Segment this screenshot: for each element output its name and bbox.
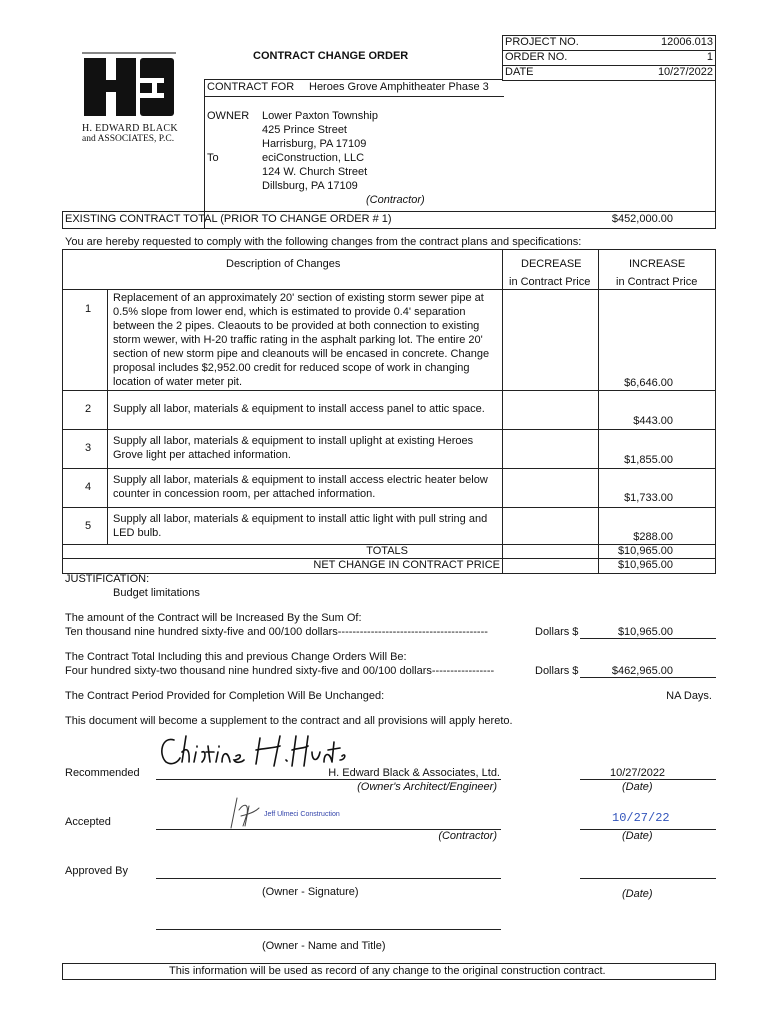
to-label: To: [207, 152, 219, 164]
contractor-role: (Contractor): [366, 194, 425, 206]
contract-for-label: CONTRACT FOR: [207, 81, 295, 93]
row-number: 3: [85, 442, 92, 454]
change-description: Supply all labor, materials & equipment to install attic light with pull string and LED bulb.: [113, 513, 488, 539]
footer-text: This information will be used as record of any change to the original construction contract.: [169, 965, 606, 977]
existing-total-label: EXISTING CONTRACT TOTAL (PRIOR TO CHANGE ORDER # 1): [65, 213, 392, 225]
approved-date-label: (Date): [622, 888, 653, 900]
total-incl-dollars-label: Dollars $: [535, 665, 579, 677]
increase-amount: $1,733.00: [624, 492, 673, 504]
document-title: CONTRACT CHANGE ORDER: [253, 50, 409, 62]
row-number: 4: [85, 481, 92, 493]
justification-label: JUSTIFICATION:: [65, 573, 150, 585]
owner-line: 425 Prince Street: [262, 124, 347, 136]
increase-amount: $443.00: [633, 415, 673, 427]
logo-line-2: and ASSOCIATES, P.C.: [82, 134, 175, 144]
totals-label: TOTALS: [366, 545, 408, 557]
order-no-label: ORDER NO.: [505, 51, 568, 63]
description-header: Description of Changes: [226, 258, 341, 270]
total-incl-line1: The Contract Total Including this and previous Change Orders Will Be:: [65, 651, 407, 663]
total-incl-amount: $462,965.00: [611, 665, 673, 677]
accepted-signature: [229, 796, 261, 830]
row-number: 2: [85, 403, 92, 415]
recommended-role: (Owner's Architect/Engineer): [357, 781, 497, 793]
request-text: You are hereby requested to comply with the following changes from the contract plans and specifications:: [65, 236, 582, 248]
totals-increase: $10,965.00: [617, 545, 673, 557]
increase-sum-amount: $10,965.00: [617, 626, 673, 638]
to-line: Dillsburg, PA 17109: [262, 180, 358, 192]
row-number: 1: [85, 303, 92, 315]
change-description: Supply all labor, materials & equipment to install access panel to attic space.: [113, 403, 485, 415]
recommended-label: Recommended: [65, 767, 140, 779]
increase-amount: $1,855.00: [624, 454, 673, 466]
logo-line-1: H. EDWARD BLACK: [82, 123, 178, 134]
to-line: 124 W. Church Street: [262, 166, 368, 178]
accepted-date-label: (Date): [622, 830, 653, 842]
owner-line: Lower Paxton Township: [262, 110, 378, 122]
net-change-increase: $10,965.00: [617, 559, 673, 571]
accepted-role: (Contractor): [438, 830, 497, 842]
accepted-label: Accepted: [65, 816, 111, 828]
change-description: Replacement of an approximately 20' section of existing storm sewer pipe at 0.5% slope from lower end, which is estimated to provide 0.4' separation between the 2 pipes. Cleaouts to be provided at both connection to existing storm wewer, with H-20 traffic rating in the asphalt parking lot. The entire 20' section of new storm pipe and cleanouts will be encased in concrete. Change proposal includes $2,952.00 credit for reduced scope of work in changing location of water meter pit.: [113, 292, 490, 388]
to-line: eciConstruction, LLC: [262, 152, 365, 164]
change-description: Supply all labor, materials & equipment to install uplight at existing Heroes Grove light per attached information.: [113, 435, 474, 461]
increase-dollars-label: Dollars $: [535, 626, 579, 638]
decrease-header: DECREASE: [521, 258, 582, 270]
owner-line: Harrisburg, PA 17109: [262, 138, 367, 150]
project-no-label: PROJECT NO.: [505, 36, 579, 48]
existing-total-value: $452,000.00: [611, 213, 673, 225]
recommended-date: 10/27/2022: [610, 767, 666, 779]
increase-subheader: in Contract Price: [616, 276, 698, 288]
period-value: NA Days.: [666, 690, 712, 702]
owner-label: OWNER: [207, 110, 250, 122]
order-no-value: 1: [706, 51, 713, 63]
increase-header: INCREASE: [629, 258, 686, 270]
owner-signature-label: (Owner - Signature): [262, 886, 359, 898]
approved-label: Approved By: [65, 865, 128, 877]
net-change-label: NET CHANGE IN CONTRACT PRICE: [313, 559, 500, 571]
decrease-subheader: in Contract Price: [509, 276, 591, 288]
increase-amount: $6,646.00: [624, 377, 673, 389]
project-no-value: 12006.013: [661, 36, 713, 48]
date-label: DATE: [505, 66, 534, 78]
justification-text: Budget limitations: [113, 587, 200, 599]
increase-amount: $288.00: [633, 531, 673, 543]
owner-name-title-label: (Owner - Name and Title): [262, 940, 386, 952]
period-text: The Contract Period Provided for Completion Will Be Unchanged:: [65, 690, 385, 702]
supplement-text: This document will become a supplement to the contract and all provisions will apply hereto.: [65, 715, 513, 727]
change-description: Supply all labor, materials & equipment to install access electric heater below counter in concession room, per attached information.: [113, 474, 488, 500]
recommended-date-label: (Date): [622, 781, 653, 793]
increase-sum-line2: Ten thousand nine hundred sixty-five and 00/100 dollars-----------------------------------------: [65, 626, 488, 638]
accepted-signer: Jeff Ulmeci Construction: [264, 811, 340, 818]
date-value: 10/27/2022: [657, 66, 713, 78]
recommended-name: H. Edward Black & Associates, Ltd.: [328, 767, 500, 779]
heb-logo-icon: [80, 52, 178, 122]
accepted-date: 10/27/22: [612, 811, 670, 825]
increase-sum-line1: The amount of the Contract will be Increased By the Sum Of:: [65, 612, 362, 624]
contract-for-value: Heroes Grove Amphitheater Phase 3: [309, 81, 489, 93]
total-incl-line2: Four hundred sixty-two thousand nine hundred sixty-five and 00/100 dollars-----------------: [65, 665, 495, 677]
row-number: 5: [85, 520, 92, 532]
company-logo: [80, 52, 178, 148]
